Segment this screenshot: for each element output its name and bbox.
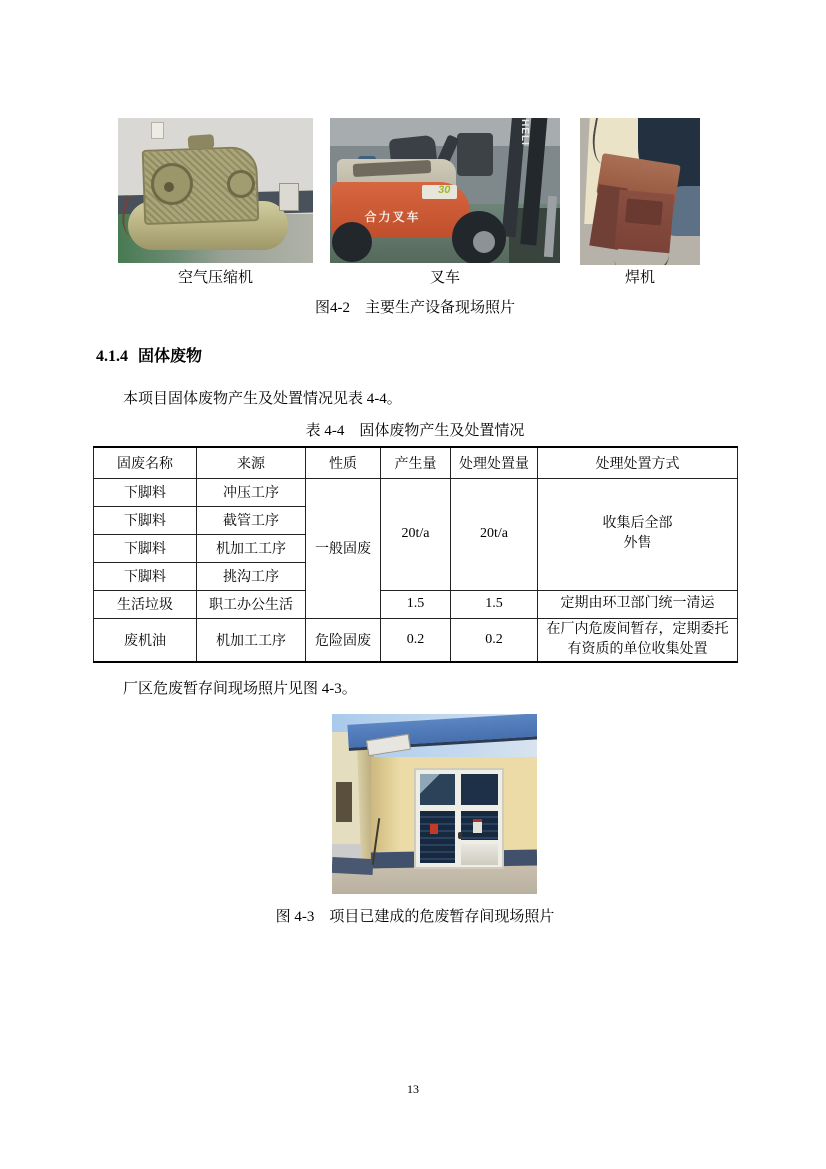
cell-nature-hazardous: 危险固废	[306, 618, 381, 662]
cell-waste-name: 生活垃圾	[94, 590, 197, 618]
welder-control-panel	[625, 199, 663, 226]
cell-method-scrap	[538, 478, 738, 590]
door-handle	[458, 832, 462, 839]
neighbor-window	[336, 782, 352, 822]
intro-paragraph: 本项目固体废物产生及处置情况见表 4-4。	[123, 391, 402, 407]
figure-4-2-caption: 图4-2 主要生产设备现场照片	[315, 300, 515, 316]
hazardous-note-paragraph: 厂区危废暂存间现场照片见图 4-3。	[123, 681, 357, 697]
cell-source: 冲压工序	[197, 478, 306, 506]
window-door-unit	[414, 768, 504, 869]
header-nature: 性质	[306, 447, 381, 478]
transom-pane-right	[461, 774, 498, 805]
header-disposal-method: 处理处置方式	[538, 447, 738, 478]
cell-source: 机加工工序	[197, 534, 306, 562]
door-lower-panel	[461, 844, 498, 865]
cell-waste-name: 下脚料	[94, 562, 197, 590]
cell-source: 截管工序	[197, 506, 306, 534]
table-row	[94, 590, 738, 618]
photo-air-compressor	[118, 118, 313, 263]
method-scrap-line2: 外售	[623, 536, 652, 551]
section-number: 4.1.4	[96, 348, 128, 365]
cell-waste-name: 下脚料	[94, 506, 197, 534]
photo-forklift	[330, 118, 560, 263]
cell-source: 机加工工序	[197, 618, 306, 662]
transom-pane-left	[420, 774, 454, 805]
cell-disposal-scrap: 20t/a	[451, 478, 538, 590]
cell-waste-name: 下脚料	[94, 534, 197, 562]
forklift-model-text: 30	[438, 183, 451, 196]
forklift-brand-text: 合力叉车	[364, 209, 421, 224]
header-waste-name: 固废名称	[94, 447, 197, 478]
cell-production-scrap: 20t/a	[381, 478, 451, 590]
compressor-switch-box	[279, 183, 299, 211]
compressor-flywheel-hub	[164, 182, 174, 192]
photo-welder	[580, 118, 700, 265]
cell-disposal: 1.5	[451, 590, 538, 618]
table-row	[94, 478, 738, 506]
method-scrap-line1: 收集后全部	[602, 516, 673, 531]
table-header-row	[94, 447, 738, 478]
photo-hazardous-waste-room	[332, 714, 537, 894]
page-number: 13	[407, 1082, 419, 1096]
header-disposal-amount: 处理处置量	[451, 447, 538, 478]
table-row	[94, 618, 738, 662]
cell-production: 0.2	[381, 618, 451, 662]
compressor-motor	[188, 135, 215, 151]
red-warning-sign	[430, 824, 438, 834]
window-glass	[420, 811, 454, 863]
section-title: 固体废物	[138, 348, 203, 365]
white-label-sign	[473, 819, 482, 833]
photo-label-air-compressor: 空气压缩机	[177, 270, 253, 286]
cell-production: 1.5	[381, 590, 451, 618]
cell-disposal: 0.2	[451, 618, 538, 662]
cell-source: 挑沟工序	[197, 562, 306, 590]
cell-method: 定期由环卫部门统一清运	[538, 590, 738, 618]
forklift-front-hub	[473, 231, 495, 253]
section-heading	[96, 343, 202, 366]
header-production: 产生量	[381, 447, 451, 478]
table-4-4	[93, 446, 738, 663]
cell-waste-name: 下脚料	[94, 478, 197, 506]
cell-source: 职工办公生活	[197, 590, 306, 618]
cell-waste-name: 废机油	[94, 618, 197, 662]
photo-label-welder: 焊机	[624, 270, 655, 286]
base-band-left	[332, 857, 373, 875]
cell-method: 在厂内危废间暂存，定期委托有资质的单位收集处置	[538, 618, 738, 662]
photo-label-forklift: 叉车	[429, 270, 460, 286]
cell-nature-general: 一般固废	[306, 478, 381, 618]
header-source: 来源	[197, 447, 306, 478]
figure-4-3-caption: 图 4-3 项目已建成的危废暂存间现场照片	[275, 909, 555, 925]
background-machine	[457, 133, 494, 177]
forklift-mast-text: HELI	[519, 118, 531, 146]
photo-wall-box	[151, 122, 164, 139]
table-4-4-caption: 表 4-4 固体废物产生及处置情况	[305, 423, 525, 439]
